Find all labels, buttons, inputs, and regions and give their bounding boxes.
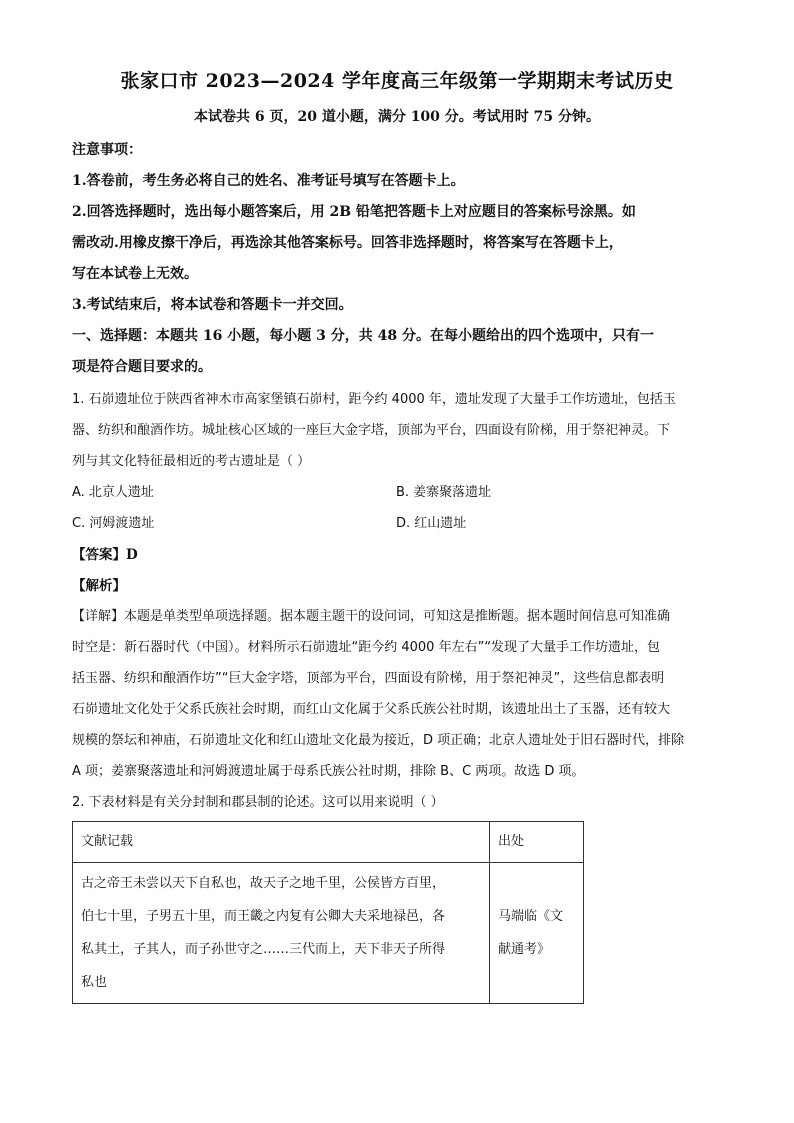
q1-detail-line-3: 括玉器、纺织和酿酒作坊”“巨大金字塔，顶部为平台，四面设有阶梯，用于祭祀神灵”，这些信息都表明	[72, 671, 665, 686]
q1-detail-line-2: 时空是：新石器时代（中国）。材料所示石峁遗址“距今约 4000 年左右”“发现了大量手工作坊遗址，包	[72, 640, 661, 655]
q1-stem-line-2: 器、纺织和酿酒作坊。城址核心区域的一座巨大金字塔，顶部为平台，四面设有阶梯，用于祭祀神灵。下	[72, 423, 671, 438]
notice-item-2-line-1: 2.回答选择题时，选出每小题答案后，用 2B 铅笔把答题卡上对应题目的答案标号涂黑。如	[72, 204, 636, 220]
q1-analysis-label: 【解析】	[72, 578, 126, 594]
q2-material-table	[72, 821, 584, 1004]
record-line-3: 私其土，子其人，而子孙世守之……三代而上，天下非天子所得	[81, 942, 446, 957]
page-title: 张家口市 2023—2024 学年度高三年级第一学期期末考试历史	[120, 70, 674, 92]
notice-item-2-line-2: 需改动.用橡皮擦干净后，再选涂其他答案标号。回答非选择题时，将答案写在答题卡上，	[72, 235, 623, 251]
q1-stem-line-1: 1. 石峁遗址位于陕西省神木市高家堡镇石峁村，距今约 4000 年，遗址发现了大量手工作坊遗址，包括玉	[72, 392, 676, 407]
q1-stem-line-3: 列与其文化特征最相近的考古遗址是（ ）	[72, 454, 311, 469]
record-line-4: 私也	[81, 975, 108, 990]
q1-option-a: A. 北京人遗址	[72, 485, 154, 500]
table-row	[73, 863, 584, 1004]
q1-option-b: B. 姜寨聚落遗址	[396, 485, 492, 500]
table-header-record: 文献记载	[73, 822, 490, 863]
exam-subtitle: 本试卷共 6 页，20 道小题，满分 100 分。考试用时 75 分钟。	[193, 109, 601, 125]
table-header-row	[73, 822, 584, 863]
section1-heading-line-1: 一、选择题：本题共 16 小题，每小题 3 分，共 48 分。在每小题给出的四个选项中，只有一	[72, 328, 654, 344]
notice-heading: 注意事项：	[72, 142, 142, 158]
section1-heading-line-2: 项是符合题目要求的。	[72, 359, 212, 375]
record-line-1: 古之帝王未尝以天下自私也，故天子之地千里，公侯皆方百里，	[81, 876, 446, 891]
q1-detail-line-1: 【详解】本题是单类型单项选择题。据本题主题干的设问词，可知这是推断题。据本题时间信息可知准确	[72, 609, 671, 624]
q1-detail-line-6: A 项；姜寨聚落遗址和河姆渡遗址属于母系氏族公社时期，排除 B、C 两项。故选 D 项。	[72, 764, 585, 779]
source-line-2: 献通考》	[498, 942, 551, 957]
table-cell-source	[490, 863, 584, 1004]
q1-option-c: C. 河姆渡遗址	[72, 516, 155, 531]
q2-stem: 2. 下表材料是有关分封制和郡县制的论述。这可以用来说明（ ）	[72, 795, 444, 810]
q1-option-d: D. 红山遗址	[396, 516, 467, 531]
table-header-source: 出处	[490, 822, 584, 863]
source-line-1: 马端临《文	[498, 909, 564, 924]
notice-item-3: 3.考试结束后，将本试卷和答题卡一并交回。	[72, 297, 353, 313]
notice-item-2-line-3: 写在本试卷上无效。	[72, 266, 198, 282]
notice-item-1: 1.答卷前，考生务必将自己的姓名、准考证号填写在答题卡上。	[72, 173, 465, 189]
q1-answer: 【答案】D	[72, 547, 138, 563]
table-cell-record	[73, 863, 490, 1004]
record-line-2: 伯七十里，子男五十里，而王畿之内复有公卿大夫采地禄邑，各	[81, 909, 446, 924]
q1-detail-line-5: 规模的祭坛和神庙，石峁遗址文化和红山遗址文化最为接近，D 项正确；北京人遗址处于旧石器时代，排除	[72, 733, 685, 748]
q1-detail-line-4: 石峁遗址文化处于父系氏族社会时期，而红山文化属于父系氏族公社时期，该遗址出土了玉器，还有较大	[72, 702, 671, 717]
